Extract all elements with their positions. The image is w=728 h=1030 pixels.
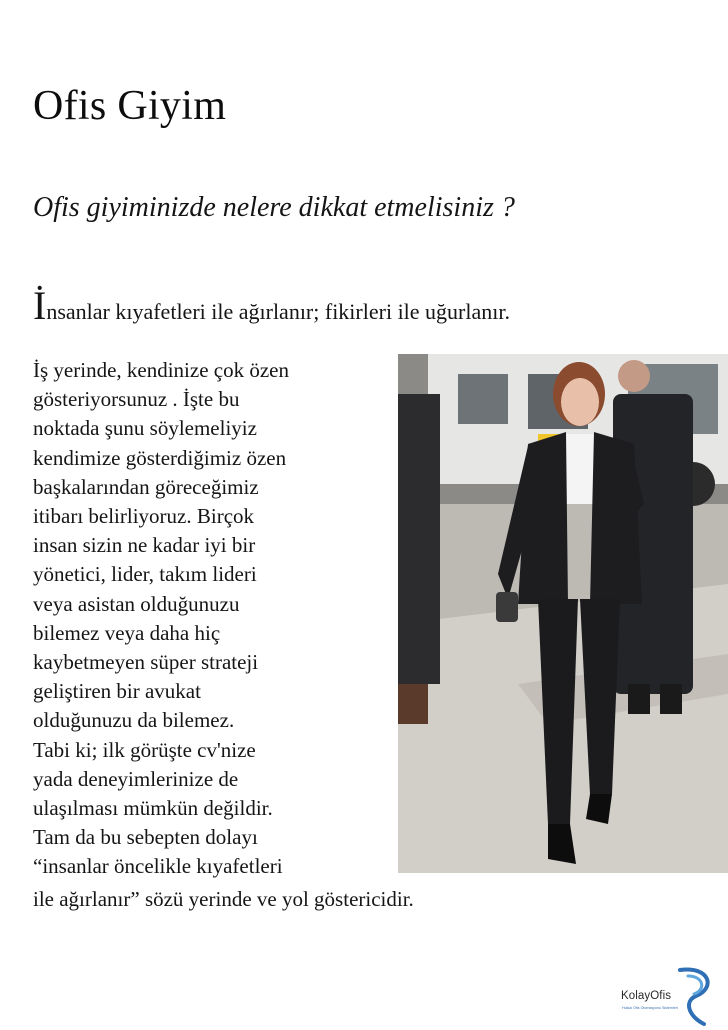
body-line: yada deneyimlerinize de xyxy=(33,766,239,791)
woman-jacket-right xyxy=(590,432,642,604)
body-line: Tabi ki; ilk görüşte cv'nize xyxy=(33,737,256,762)
body-line: ulaşılması mümkün değildir. xyxy=(33,796,273,821)
body-line: veya asistan olduğunuzu xyxy=(33,591,240,616)
bus-window xyxy=(458,374,508,424)
body-line: İş yerinde, kendinize çok özen xyxy=(33,358,289,382)
body-line: Tam da bu sebepten dolayı xyxy=(33,825,258,850)
body-last-line: ile ağırlanır” sözü yerinde ve yol göstericidir. xyxy=(33,887,414,911)
logo-name: KolayOfis xyxy=(621,990,672,1002)
body-line: olduğunuzu da bilemez. xyxy=(33,708,235,733)
body-line: noktada şunu söylemeliyiz xyxy=(33,416,257,441)
body-line: bilemez veya daha hiç xyxy=(33,620,221,645)
body-line: yönetici, lider, takım lideri xyxy=(33,562,257,587)
body-paragraph xyxy=(33,356,393,882)
body-line: insan sizin ne kadar iyi bir xyxy=(33,533,256,558)
logo-tagline: Hukuk Ofis Otomasyonu Sistemleri xyxy=(622,1006,678,1010)
right-man-shoe xyxy=(628,684,650,714)
quote-dropcap: İ xyxy=(33,283,47,328)
left-person-shoe xyxy=(398,684,428,724)
logo-swirl-icon xyxy=(670,966,722,1026)
body-line: itibarı belirliyoruz. Birçok xyxy=(33,504,255,529)
body-line: kaybetmeyen süper strateji xyxy=(33,650,259,675)
kolayofis-logo xyxy=(618,966,722,1026)
quote-text: nsanlar kıyafetleri ile ağırlanır; fikirleri ile uğurlanır. xyxy=(46,299,510,324)
photo-illustration xyxy=(398,354,728,873)
quote xyxy=(33,283,510,328)
office-outfit-photo xyxy=(398,354,728,873)
body-line: “insanlar öncelikle kıyafetleri xyxy=(33,854,283,879)
page-subtitle: Ofis giyiminizde nelere dikkat etmelisiniz ? xyxy=(33,192,515,223)
right-man-head xyxy=(618,360,650,392)
clutch xyxy=(496,592,518,622)
body-line: geliştiren bir avukat xyxy=(33,679,201,704)
right-man-shoe xyxy=(660,684,682,714)
woman-face xyxy=(561,378,599,426)
body-line: kendimize gösterdiğimiz özen xyxy=(33,445,287,470)
woman-shoe xyxy=(586,794,612,824)
body-line: başkalarından göreceğimiz xyxy=(33,474,259,499)
body-line: gösteriyorsunuz . İşte bu xyxy=(33,387,240,412)
page-title: Ofis Giyim xyxy=(33,83,227,129)
left-person xyxy=(398,394,440,684)
